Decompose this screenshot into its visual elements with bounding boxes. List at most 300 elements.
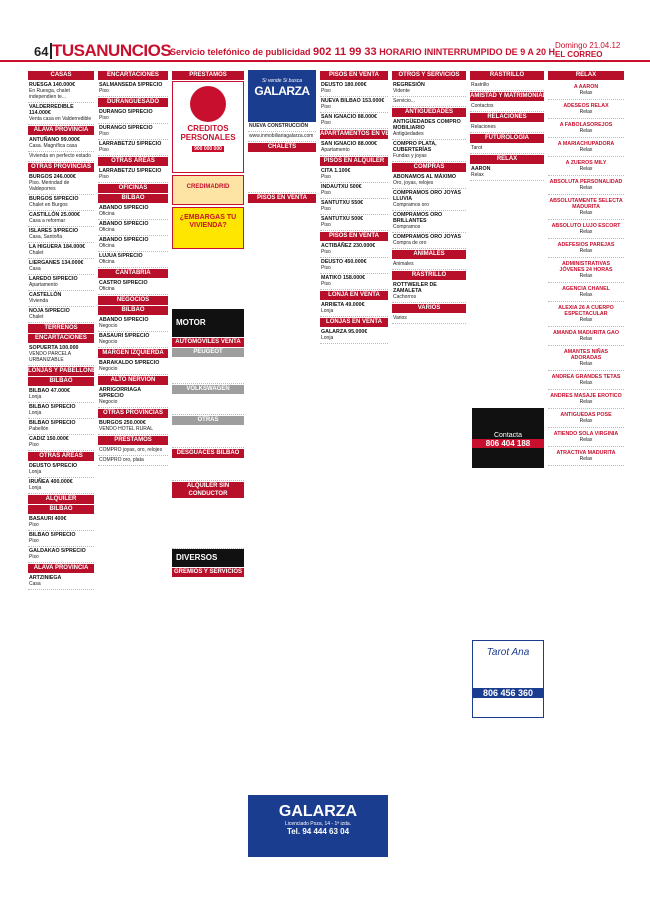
ad-text: Piso [321,104,331,110]
ad-text: Relax [579,210,593,216]
classified-ad[interactable] [320,140,388,156]
ad-text: Negocio [99,366,118,372]
relax-ad[interactable] [548,283,624,302]
ad-text: Relax [579,185,593,191]
ad-text: Antigüedades [393,131,424,137]
column-1 [28,70,101,890]
column-2 [98,70,168,890]
section-header: RELAX [470,155,544,164]
section-header: MARGEN IZQUIERDA [98,349,168,358]
ad-heading: COMPRAMOS ORO JOYAS LLUVIA [393,190,462,202]
classified-ad[interactable] [392,314,466,324]
ad-text: Piso [99,174,109,180]
section-header: ALQUILER [28,495,94,504]
relax-ad[interactable] [548,81,624,100]
ad-text: Casa. Magnífica casa [29,143,78,149]
ad-heading: ABSOLUTO LUJO ESCORT [551,223,621,229]
classified-ad[interactable] [320,113,388,129]
section-header: RELAX [548,71,624,80]
ad-heading: AGENCIA CHANEL [562,286,610,292]
money-icon [190,86,226,122]
issue-date: Domingo 21.04.12 [555,41,621,50]
ad-heading: ABSOLUTA PERSONALIDAD [549,179,623,185]
ad-heading: REGRESIÓN [393,82,425,88]
section-header: BILBAO [28,377,94,386]
section-header: PISOS EN VENTA [320,232,388,241]
classified-ad[interactable] [98,332,168,348]
ad-text: Piso [321,88,331,94]
classified-ad[interactable] [28,531,94,547]
ad-text: COMPRO joyas, oro, relojes [99,447,163,453]
ad-text: Varios [393,315,407,321]
ad-text: Oficina [99,259,115,265]
relax-ad[interactable] [548,390,624,409]
ad-heading: ADMINISTRATIVAS JÓVENES 24 HORAS [559,261,613,273]
relax-ad[interactable] [548,327,624,346]
classified-ad[interactable] [28,136,94,152]
page-header [0,0,650,62]
relax-ad[interactable] [548,302,624,327]
ad-text: Chalet [29,314,44,320]
column-8 [548,70,624,890]
section-header: DURANGUESADO [98,98,168,107]
classified-ad[interactable] [392,260,466,270]
ad-text: Chalet [29,250,44,256]
ad-text: Piso. Merindad de Valdeporres [29,180,70,192]
ad-text: Relax [579,147,593,153]
section-header: ÁLAVA PROVINCIA [28,126,94,135]
classified-ad[interactable] [98,204,168,220]
motor-banner: MOTOR [172,309,244,337]
classified-ad[interactable] [320,274,388,290]
ad-text: Tarot [471,145,483,151]
classified-ad[interactable] [28,574,94,590]
ad-heading: ANDRES MASAJE EROTICO [550,393,622,399]
classified-ad[interactable] [470,123,544,133]
classified-ad[interactable] [28,547,94,563]
classified-ad[interactable] [392,97,466,107]
ad-text: Relax [579,128,593,134]
section-header: BILBAO [28,505,94,514]
ad-heading: BURGOS 246.000€ [29,174,76,180]
section-header: ANTIGÜEDADES [392,108,466,117]
relax-ad[interactable] [548,100,624,119]
classified-ad[interactable] [470,102,544,112]
credit-ad[interactable]: CREDITOS PERSONALES 900 000 000 [172,81,244,173]
ad-heading: ACTIBÁÑEZ 230.000€ [321,243,376,249]
ad-heading: ABANDO 5/PRECIO [99,205,149,211]
ad-heading: GALARZA 95.000€ [321,329,368,335]
ad-text: Piso [321,265,331,271]
relax-ad[interactable] [548,220,624,239]
classified-ad[interactable] [320,301,388,317]
ad-heading: A FABOLASOREJOS [559,122,613,128]
ad-heading: SAN IGNACIO 88.000€ [321,141,377,147]
relax-ad[interactable] [548,346,624,371]
section-header: PRÉSTAMOS [98,436,168,445]
ad-heading: ANTIGUEDAS POSE [560,412,612,418]
ad-text: Cachorros [393,294,417,300]
ad-heading: A AARON [573,84,599,90]
ad-text: Vidente [393,88,410,94]
ad-heading: BASAURI 5/PRECIO [99,333,150,339]
classified-ad[interactable] [320,328,388,344]
embargo-ad[interactable]: ¿EMBARGAS TU VIVIENDA? [172,207,244,249]
ad-heading: BILBAO 5/PRECIO [29,404,76,410]
ad-heading: LARRABETZU 5/PRECIO [99,168,162,174]
classified-ad[interactable] [28,81,94,103]
classified-ad[interactable] [320,167,388,183]
ad-heading: ARTZINIEGA [29,575,62,581]
classified-ad[interactable] [98,81,168,97]
ad-text: Relax [579,418,593,424]
ad-heading: ISLARES 3/PRECIO [29,228,79,234]
relax-ad[interactable] [548,138,624,157]
ad-text: Piso [321,222,331,228]
ad-text: Apartamento [29,282,58,288]
classified-ad[interactable] [392,211,466,233]
ad-text: Oficina [99,211,115,217]
relax-ad[interactable] [548,239,624,258]
galarza-logo: Si vende Si busca GALARZA [248,70,316,122]
ad-text: Servicio... [393,98,415,104]
classified-ad[interactable] [98,167,168,183]
ad-heading: COMPRAMOS ORO JOYAS [393,234,462,240]
ad-text: Relax [579,248,593,254]
classified-ad[interactable] [98,236,168,252]
ad-text: Piso [321,281,331,287]
ad-text: Relax [579,109,593,115]
ad-text: Lonja [321,308,334,314]
ad-text: Piso [321,249,331,255]
ad-heading: SANTUTXU 500€ [321,216,364,222]
ad-text: Vivienda [29,298,49,304]
ad-text: Lonja [29,469,42,475]
ad-text: Relax [579,437,593,443]
ad-text: Contactos [471,103,494,109]
section-header: OTROS Y SERVICIOS [392,71,466,80]
classified-ad[interactable] [392,118,466,140]
ad-heading: AMANTES NIÑAS ADORADAS [563,349,609,361]
classified-ad[interactable] [320,215,388,231]
ad-heading: DURANGO 5/PRECIO [99,125,153,131]
relax-ad[interactable] [548,447,624,466]
ad-text: Oro, joyas, relojes [393,180,434,186]
credimadrid-ad[interactable]: CREDIMADRID [172,175,244,205]
ad-heading: DEUSTO 5/PRECIO [29,463,78,469]
ad-heading: ATRACTIVA MADURITA [556,450,616,456]
ad-heading: ALEXIA 26 A CUERPO ESPECTACULAR [558,305,614,317]
classified-ad[interactable] [392,281,466,303]
section-header: OTRAS PROVINCIAS [28,163,94,172]
tarot-ad[interactable]: Tarot Ana 806 456 360 [472,640,544,718]
section-header: ANIMALES [392,250,466,259]
classified-ad[interactable] [28,243,94,259]
classified-ad[interactable] [28,259,94,275]
ad-heading: BURGOS 5/PRECIO [29,196,79,202]
classified-ad[interactable] [392,233,466,249]
phone-line: Servicio telefónico de publicidad 902 11 99 33 HORARIO ININTERRUMPIDO DE 9 A 20 H. [170,46,558,58]
relax-ad[interactable] [548,428,624,447]
ad-text: Compramos [393,224,421,230]
ad-text: Relax [579,361,593,367]
column-7 [470,70,555,890]
classified-ad[interactable] [320,242,388,258]
column-4: Si vende Si busca GALARZA NUEVA CONSTRUCCIÓN www.inmobiliariagalarza.com CHALETS PISOS EN VENTA [248,70,316,890]
classified-ad[interactable] [28,103,94,125]
ad-text: Relax [579,90,593,96]
ad-text: Piso [29,554,39,560]
section-header: OFICINAS [98,184,168,193]
ad-heading: CASTRO 5/PRECIO [99,280,148,286]
ad-heading: A MARIACHUPADORA [557,141,615,147]
classified-ad[interactable] [392,189,466,211]
ad-text: Casa [29,266,41,272]
galarza-bottom-ad[interactable]: GALARZA Licenciado Poza, 14 - 1ª izda. Tel. 94 444 63 04 [248,795,388,857]
ad-heading: ADESEOS RELAX [563,103,609,109]
section-header: TERRENOS [28,324,94,333]
classified-ad[interactable] [320,183,388,199]
classified-ad[interactable] [320,97,388,113]
ad-heading: BILBAO 5/PRECIO [29,532,76,538]
ad-heading: DEUSTO 450.000€ [321,259,367,265]
ad-text: Oficina [99,227,115,233]
classified-ad[interactable] [28,344,94,366]
classified-ad[interactable] [28,173,94,195]
ad-text: Piso [99,115,109,121]
ad-heading: SAN IGNACIO 88.000€ [321,114,377,120]
ad-text: Piso [321,174,331,180]
ad-text: Piso [29,442,39,448]
ad-heading: RUESGA 140.000€ [29,82,76,88]
ad-heading: COMPRAMOS ORO BRILLANTES [393,212,443,224]
section-header: ALTO NERVIÓN [98,376,168,385]
ad-heading: DURANGO 5/PRECIO [99,109,153,115]
section-header: COMPRAS [392,163,466,172]
ad-text: Lonja [29,485,42,491]
ad-heading: SOPUERTA 100.000 [29,345,79,351]
ad-text: Compramos oro [393,202,429,208]
ad-heading: NUEVA BILBAO 153.000€ [321,98,385,104]
section-header: NEGOCIOS [98,296,168,305]
ad-text: Relax [579,317,593,323]
section-header: ÁLAVA PROVINCIA [28,564,94,573]
ad-text: Relax [579,166,593,172]
classified-ad[interactable] [320,81,388,97]
ad-text: Compra de oro [393,240,427,246]
relax-ad[interactable] [548,195,624,220]
classified-ad[interactable] [98,446,168,456]
section-header: LONJAS EN VENTA [320,318,388,327]
ad-text: Fundas y joyas [393,153,427,159]
classified-ad[interactable] [28,435,94,451]
section-header: VARIOS [392,304,466,313]
classified-ad[interactable] [28,307,94,323]
classified-ad[interactable] [98,316,168,332]
ad-heading: CASTELLÓN [29,292,62,298]
classified-ad[interactable] [98,124,168,140]
ad-text: Piso [99,131,109,137]
classified-ad[interactable] [28,419,94,435]
classified-ad[interactable] [98,279,168,295]
ad-heading: ARRIETA 49.000€ [321,302,365,308]
ad-text: Animales [393,261,414,267]
contact-ad[interactable]: Contacta 806 404 188 [472,408,544,468]
ad-heading: NOJA 5/PRECIO [29,308,70,314]
classified-ad[interactable] [28,478,94,494]
ad-heading: BILBAO 5/PRECIO [29,420,76,426]
relax-ad[interactable] [548,371,624,390]
classified-ad[interactable] [470,144,544,154]
ad-text: Lonja [29,410,42,416]
ad-text: Relax [579,336,593,342]
classified-ad[interactable] [320,258,388,274]
ad-text: En Ruesga, chalet independien te... [29,88,70,100]
page-number: 64 [34,44,49,59]
ad-text: Lonja [29,394,42,400]
section-header: AMISTAD Y MATRIMONIALES [470,93,555,99]
classified-ad[interactable] [28,152,94,162]
section-header: CANTABRIA [98,269,168,278]
relax-ad[interactable] [548,409,624,428]
ad-heading: VALDERREDIBLE 114.000€ [29,104,74,116]
ad-heading: LUJUA 5/PRECIO [99,253,143,259]
classified-ad[interactable] [98,359,168,375]
ad-heading: ABANDO 5/PRECIO [99,317,149,323]
ad-text: Relax [471,172,484,178]
ad-heading: CASTILLÓN 25.000€ [29,212,80,218]
classified-ad[interactable] [98,220,168,236]
ad-text: Casa [29,581,41,587]
ad-heading: LAREDO 5/PRECIO [29,276,78,282]
classified-ad[interactable] [28,195,94,211]
classified-ad[interactable] [28,387,94,403]
ad-text: VENDO HOTEL RURAL [99,426,153,432]
section-header: FUTUROLOGÍA [470,134,544,143]
ad-heading: A ZUEROS MILY [565,160,607,166]
classified-ad[interactable] [28,515,94,531]
ad-text: Lonja [321,335,334,341]
classified-ad[interactable] [470,165,544,181]
ad-text: Relax [579,273,593,279]
ad-text: Relax [579,292,593,298]
ad-heading: LA HIGUERA 184.000€ [29,244,86,250]
ad-heading: LARRABETZU 5/PRECIO [99,141,162,147]
ad-text: Oficina [99,243,115,249]
ad-heading: AARON [471,166,491,172]
ad-heading: ANTIGÜEDADES COMPRO MOBILIARIO [393,119,461,131]
classified-ad[interactable] [98,252,168,268]
classified-ad[interactable] [98,386,168,408]
classified-ad[interactable] [98,456,168,466]
relax-ad[interactable] [548,176,624,195]
section-header: PISOS EN ALQUILER [320,157,388,166]
ad-heading: ABANDO 5/PRECIO [99,221,149,227]
classified-ad[interactable] [470,81,544,91]
ad-heading: BILBAO 47.000€ [29,388,70,394]
classified-ad[interactable] [28,227,94,243]
relax-ad[interactable] [548,119,624,138]
section-header: ENCARTACIONES [28,334,94,343]
ad-heading: ARRIGORRIAGA 5/PRECIO [99,387,141,399]
ad-text: Venta casa en Valderredible [29,116,92,122]
classified-ad[interactable] [392,140,466,162]
ad-text: Piso [321,120,331,126]
classified-ad[interactable] [98,419,168,435]
ad-heading: ROTTWEILER DE ZAMALETA [393,282,437,294]
ad-heading: COMPRO PLATA, CUBERTERÍAS [393,141,437,153]
ad-text: Vivienda en perfecto estado [29,153,91,159]
ad-heading: BURGOS 250.000€ [99,420,146,426]
classified-ad[interactable] [98,140,168,156]
newspaper-name: EL CORREO [555,50,603,59]
ad-text: Negocio [99,323,118,329]
ad-heading: ABANDO 5/PRECIO [99,237,149,243]
ad-heading: ATIENDO SOLA VIRGINIA [553,431,619,437]
ad-text: Casa a reformar [29,218,66,224]
classified-ad[interactable] [28,403,94,419]
classified-ad[interactable] [28,211,94,227]
ad-heading: SANTUTXU 550€ [321,200,364,206]
ad-text: Piso [29,522,39,528]
column-6 [392,70,466,890]
ad-text: COMPRO oro, plata [99,457,144,463]
classified-ad[interactable] [392,81,466,97]
ad-heading: MATIKO 158.000€ [321,275,366,281]
classified-ad[interactable] [98,108,168,124]
classified-ad[interactable] [28,275,94,291]
diversos-banner: DIVERSOS [172,549,244,567]
ad-text: Apartamento [321,147,350,153]
ad-heading: SALMANSEDA 5/PRECIO [99,82,163,88]
ad-text: Relax [579,229,593,235]
ad-heading: INDAUTXU 500€ [321,184,362,190]
ad-text: Negocio [99,399,118,405]
ad-text: Negocio [99,339,118,345]
relax-ad[interactable] [548,157,624,176]
ad-text: Rastrillo [471,82,490,88]
classified-ad[interactable] [320,199,388,215]
ad-text: Relax [579,456,593,462]
section-header: OTRAS AREAS [28,452,94,461]
ad-text: Piso [321,206,331,212]
classified-ad[interactable] [28,291,94,307]
section-header: OTRAS ÁREAS [98,157,168,166]
ad-heading: ADEFESIOS PAREJAS [557,242,615,248]
classified-ad[interactable] [28,462,94,478]
ad-heading: CITA 1.100€ [321,168,351,174]
ad-heading: LIERGANES 134.000€ [29,260,84,266]
relax-ad[interactable] [548,258,624,283]
ad-text: Relaciones [471,124,496,130]
ad-heading: BASAURI 400€ [29,516,67,522]
section-header: ENCARTACIONES [98,71,168,80]
section-header: BILBAO [98,194,168,203]
ad-text: Pabellón [29,426,49,432]
section-header: RASTRILLO [392,271,466,280]
section-header: PISOS EN VENTA [320,71,388,80]
classified-ad[interactable] [392,173,466,189]
section-header: AUTOMÓVILES VENTA [172,338,244,347]
section-header: PRESTAMOS [172,71,244,80]
section-header: CASAS [28,71,94,80]
section-header: RASTRILLO [470,71,544,80]
ad-heading: CADIZ 150.000€ [29,436,69,442]
section-header: OTRAS PROVINCIAS [98,409,168,418]
ad-text: VENDO PARCELA URBANIZABLE [29,351,71,363]
ad-heading: GALDAKAO 5/PRECIO [29,548,86,554]
ad-text: Relax [579,380,593,386]
